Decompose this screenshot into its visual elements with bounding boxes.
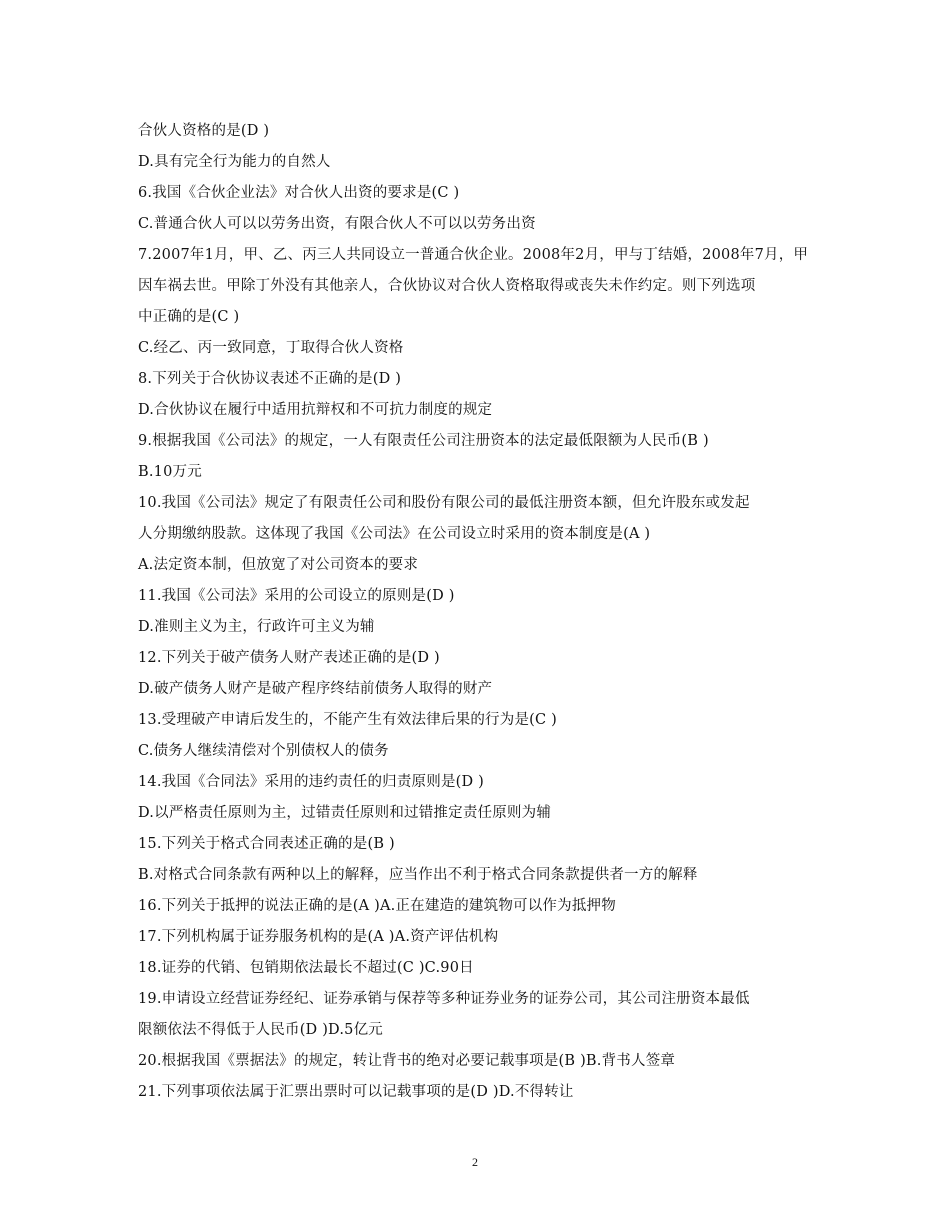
text-line: 16.下列关于抵押的说法正确的是(A )A.正在建造的建筑物可以作为抵押物: [138, 898, 616, 914]
text-line: D.具有完全行为能力的自然人: [138, 154, 331, 170]
text-line: D.破产债务人财产是破产程序终结前债务人取得的财产: [138, 681, 493, 697]
text-line: 6.我国《合伙企业法》对合伙人出资的要求是(C ): [138, 185, 460, 201]
text-line: 9.根据我国《公司法》的规定，一人有限责任公司注册资本的法定最低限额为人民币(B ): [138, 433, 709, 449]
page-number: 2: [472, 1155, 478, 1169]
text-line: 11.我国《公司法》采用的公司设立的原则是(D ): [138, 588, 455, 604]
text-line: D.合伙协议在履行中适用抗辩权和不可抗力制度的规定: [138, 402, 493, 418]
text-line: 合伙人资格的是(D ): [138, 123, 270, 139]
text-line: D.准则主义为主，行政许可主义为辅: [138, 619, 375, 635]
text-line: C.经乙、丙一致同意，丁取得合伙人资格: [138, 340, 404, 356]
text-line: 中正确的是(C ): [138, 309, 240, 325]
text-line: 21.下列事项依法属于汇票出票时可以记载事项的是(D )D.不得转让: [138, 1084, 574, 1100]
text-line: 19.申请设立经营证券经纪、证券承销与保荐等多种证券业务的证券公司，其公司注册资本最低: [138, 991, 750, 1007]
text-line: 17.下列机构属于证券服务机构的是(A )A.资产评估机构: [138, 929, 499, 945]
text-line: 10.我国《公司法》规定了有限责任公司和股份有限公司的最低注册资本额，但允许股东或发起: [138, 495, 750, 511]
text-line: 人分期缴纳股款。这体现了我国《公司法》在公司设立时采用的资本制度是(A ): [138, 526, 651, 542]
text-line: C.普通合伙人可以以劳务出资，有限合伙人不可以以劳务出资: [138, 216, 536, 232]
text-line: 15.下列关于格式合同表述正确的是(B ): [138, 836, 395, 852]
text-line: C.债务人继续清偿对个别债权人的债务: [138, 743, 389, 759]
text-line: D.以严格责任原则为主，过错责任原则和过错推定责任原则为辅: [138, 805, 552, 821]
text-line: 14.我国《合同法》采用的违约责任的归责原则是(D ): [138, 774, 485, 790]
text-line: 因车祸去世。甲除丁外没有其他亲人，合伙协议对合伙人资格取得或丧失未作约定。则下列选项: [138, 278, 756, 294]
text-line: 7.2007年1月，甲、乙、丙三人共同设立一普通合伙企业。2008年2月，甲与丁结婚，2008年7月，甲: [138, 247, 809, 263]
text-line: 12.下列关于破产债务人财产表述正确的是(D ): [138, 650, 440, 666]
text-line: 20.根据我国《票据法》的规定，转让背书的绝对必要记载事项是(B )B.背书人签章: [138, 1053, 676, 1069]
text-line: A.法定资本制，但放宽了对公司资本的要求: [138, 557, 419, 573]
text-line: B.对格式合同条款有两种以上的解释，应当作出不利于格式合同条款提供者一方的解释: [138, 867, 698, 883]
text-line: 13.受理破产申请后发生的，不能产生有效法律后果的行为是(C ): [138, 712, 557, 728]
text-line: 8.下列关于合伙协议表述不正确的是(D ): [138, 371, 402, 387]
text-line: 限额依法不得低于人民币(D )D.5亿元: [138, 1022, 383, 1038]
document-body: [138, 116, 818, 1108]
text-line: 18.证券的代销、包销期依法最长不超过(C )C.90日: [138, 960, 474, 976]
text-line: B.10万元: [138, 464, 202, 480]
